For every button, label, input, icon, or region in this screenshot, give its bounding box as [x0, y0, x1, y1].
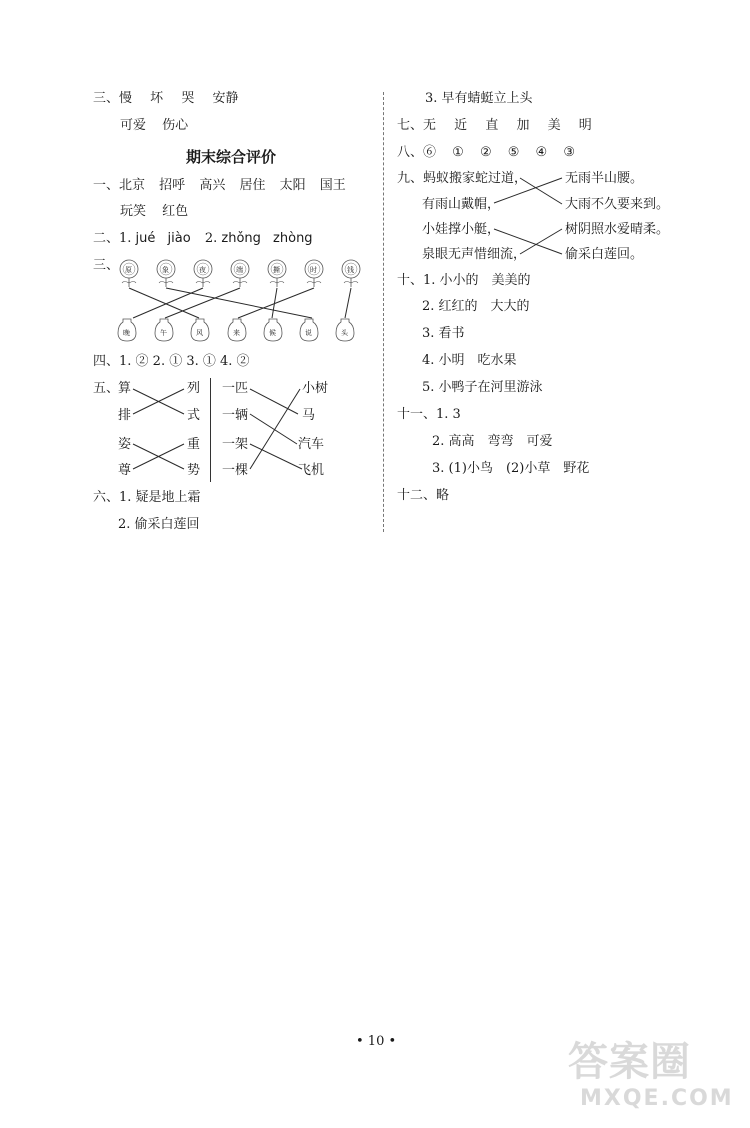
q5-b-0: 列 [187, 381, 201, 396]
flower-char: 夜 [199, 266, 206, 274]
r-s3-line: 3. 早有蜻蜓立上头 [425, 91, 533, 106]
flower-char: 象 [162, 266, 169, 274]
q2-line: 二、1. jué jiào 2. zhǒng zhòng [93, 231, 313, 246]
q5-a-3: 尊 [118, 463, 132, 478]
q9-line [520, 229, 562, 254]
r-q9-right-1: 大雨不久要来到。 [565, 197, 670, 212]
q5-d-3: 飞机 [298, 463, 325, 478]
s3-line1: 三、慢 坏 哭 安静 [93, 91, 239, 106]
r-q9-right-0: 无雨半山腰。 [565, 171, 644, 186]
q6-line2: 2. 偷采白莲回 [118, 517, 200, 532]
r-q11-1: 2. 高高 弯弯 可爱 [432, 434, 553, 449]
r-q9-left-2: 小娃撑小艇， [422, 222, 501, 237]
r-q10-0: 十、1. 小小的 美美的 [397, 273, 531, 288]
q5-line [250, 389, 300, 469]
q5-c-2: 一架 [222, 437, 249, 452]
q5-line [250, 389, 298, 414]
q5-a-2: 姿 [118, 437, 132, 452]
r-q10-3: 4. 小明 吃水果 [422, 353, 517, 368]
q5-b-1: 式 [187, 408, 201, 423]
q5-b-2: 重 [187, 437, 201, 452]
vase-char: 风 [196, 329, 203, 337]
r-q12: 十二、略 [397, 488, 450, 503]
s3-line2: 可爱 伤心 [120, 118, 189, 133]
q5-d-0: 小树 [302, 381, 329, 396]
q5-c-1: 一辆 [222, 408, 249, 423]
q5-d-1: 马 [302, 408, 316, 423]
q5-d-2: 汽车 [298, 437, 325, 452]
q3-line [133, 288, 203, 318]
r-q7-line: 七、无 近 直 加 美 明 [397, 118, 592, 133]
flower-char: 端 [236, 266, 243, 274]
page-number: • 10 • [356, 1034, 397, 1049]
flower-char: 钱 [347, 266, 354, 274]
q4-line: 四、1. ② 2. ① 3. ① 4. ② [93, 354, 250, 369]
r-q9-left-3: 泉眼无声惜细流， [422, 247, 527, 262]
r-q9-right-2: 树阴照水爱晴柔。 [565, 222, 670, 237]
q6-line1: 六、1. 疑是地上霜 [93, 490, 201, 505]
r-q9-right-3: 偷采白莲回。 [565, 247, 644, 262]
q3-line [345, 288, 351, 318]
q9-line [494, 178, 562, 203]
q5-a-1: 排 [118, 408, 132, 423]
q5-line [250, 414, 297, 444]
r-q10-1: 2. 红红的 大大的 [422, 299, 530, 314]
r-q11-0: 十一、1. 3 [397, 407, 461, 422]
q3-label: 三、 [93, 258, 120, 273]
q5-c-0: 一匹 [222, 381, 249, 396]
q9-line [494, 229, 562, 254]
watermark-url: MXQE.COM [580, 1086, 734, 1111]
q5-c-3: 一棵 [222, 463, 249, 478]
r-q8-line: 八、⑥ ① ② ⑤ ④ ③ [397, 145, 575, 160]
watermark-logo: 答案圈 [568, 1039, 691, 1085]
r-q10-4: 5. 小鸭子在河里游泳 [422, 380, 543, 395]
vase-char: 午 [160, 329, 167, 337]
vase-char: 候 [269, 329, 276, 337]
vase-char: 说 [305, 329, 312, 337]
vase-char: 晚 [123, 329, 130, 337]
flower-char: 时 [310, 266, 317, 274]
q5-a-0: 算 [118, 381, 132, 396]
r-q9-left-1: 有雨山戴帽， [422, 197, 501, 212]
q3-line [165, 288, 240, 318]
q5-b-3: 势 [187, 463, 201, 478]
vase-char: 来 [233, 329, 240, 337]
section-title: 期末综合评价 [186, 148, 277, 166]
q1-line1: 一、北京 招呼 高兴 居住 太阳 国王 [93, 178, 346, 193]
vase-char: 头 [341, 329, 348, 337]
flower-char: 撕 [273, 266, 280, 274]
r-q11-2: 3. (1)小鸟 (2)小草 野花 [432, 461, 590, 476]
q5-label: 五、 [93, 381, 120, 396]
flower-char: 原 [125, 266, 132, 274]
r-q10-2: 3. 看书 [422, 326, 465, 341]
q1-line2: 玩笑 红色 [120, 204, 189, 219]
r-q9-left-0: 九、蚂蚁搬家蛇过道， [397, 171, 528, 186]
